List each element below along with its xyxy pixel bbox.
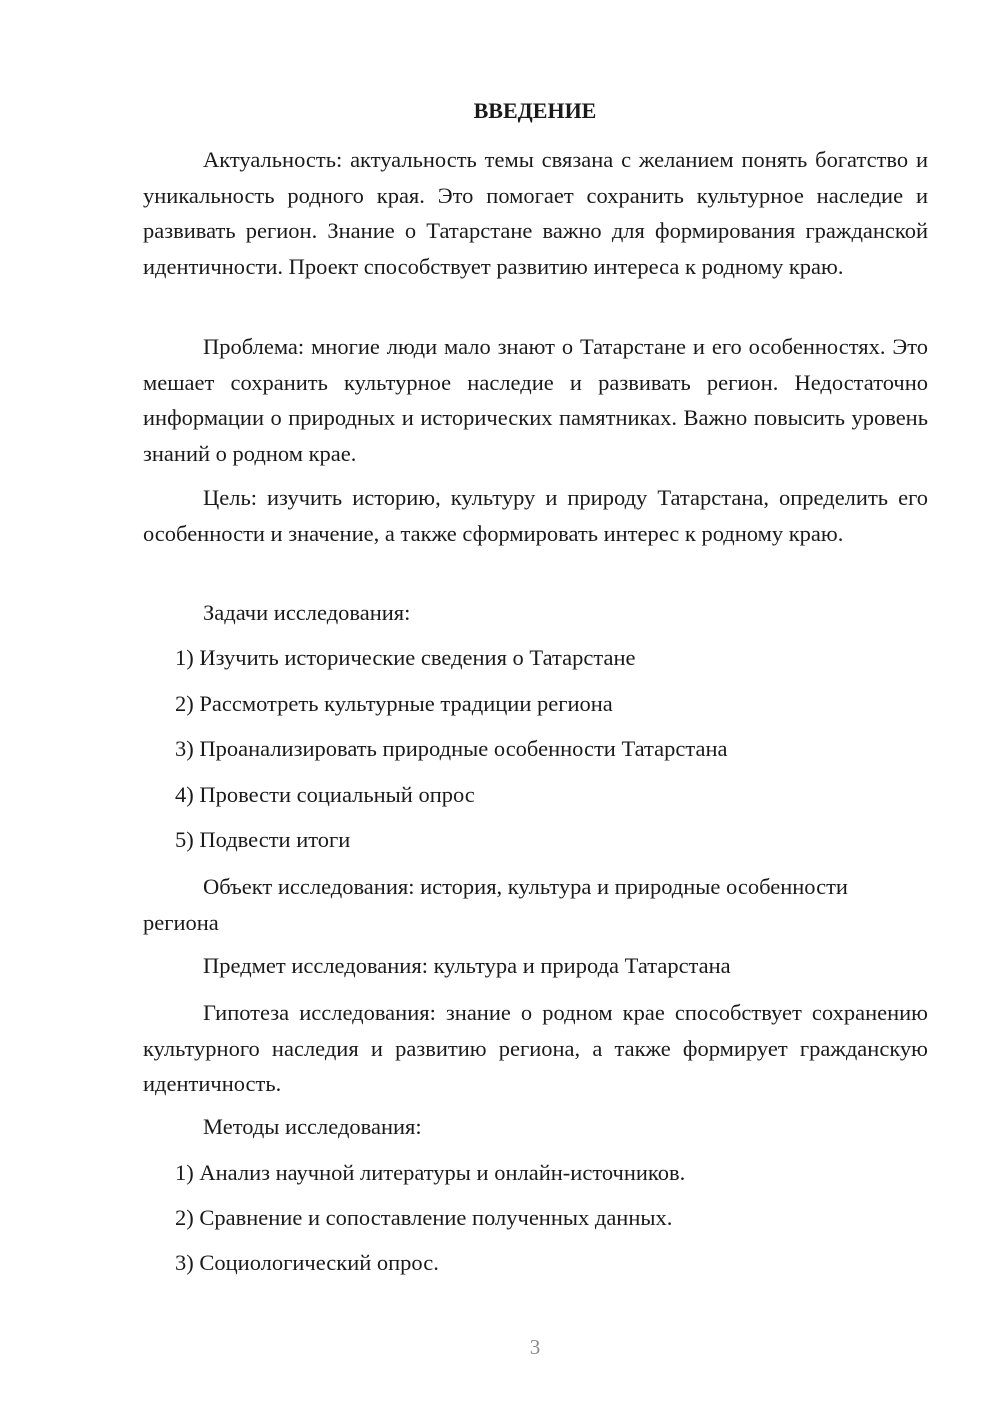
task-item: 5) Подвести итоги — [175, 827, 351, 852]
method-item: 2) Сравнение и сопоставление полученных данных. — [175, 1205, 673, 1230]
task-item: 2) Рассмотреть культурные традиции региона — [175, 691, 613, 716]
goal-paragraph: Цель: изучить историю, культуру и природу Татарстана, определить его особенности и значение, а также сформировать интерес к родному краю. — [143, 485, 928, 546]
object-paragraph: Объект исследования: история, культура и природные особенности региона — [143, 874, 848, 935]
hypothesis-paragraph: Гипотеза исследования: знание о родном крае способствует сохранению культурного наследия и развитию региона, а также формирует гражданскую идентичность. — [143, 1000, 928, 1096]
page-title: ВВЕДЕНИЕ — [473, 98, 597, 123]
method-item: 1) Анализ научной литературы и онлайн-источников. — [175, 1160, 686, 1185]
task-item: 1) Изучить исторические сведения о Татарстане — [175, 645, 636, 670]
task-item: 4) Провести социальный опрос — [175, 782, 475, 807]
relevance-paragraph: Актуальность: актуальность темы связана с желанием понять богатство и уникальность родного края. Это помогает сохранить культурное наследие и развивать регион. Знание о Татарстане важно для формирования гражданской идентичности. Проект способствует развитию интереса к родному краю. — [143, 147, 928, 279]
task-item: 3) Проанализировать природные особенности Татарстана — [175, 736, 728, 761]
problem-paragraph: Проблема: многие люди мало знают о Татарстане и его особенностях. Это мешает сохранить культурное наследие и развивать регион. Недостаточно информации о природных и исторических памятниках. Важно повысить уровень знаний о родном крае. — [143, 334, 928, 466]
subject-line: Предмет исследования: культура и природа Татарстана — [203, 953, 731, 978]
method-item: 3) Социологический опрос. — [175, 1250, 439, 1275]
tasks-heading: Задачи исследования: — [203, 600, 411, 625]
methods-heading: Методы исследования: — [203, 1114, 422, 1139]
page-number: 3 — [529, 1335, 541, 1359]
